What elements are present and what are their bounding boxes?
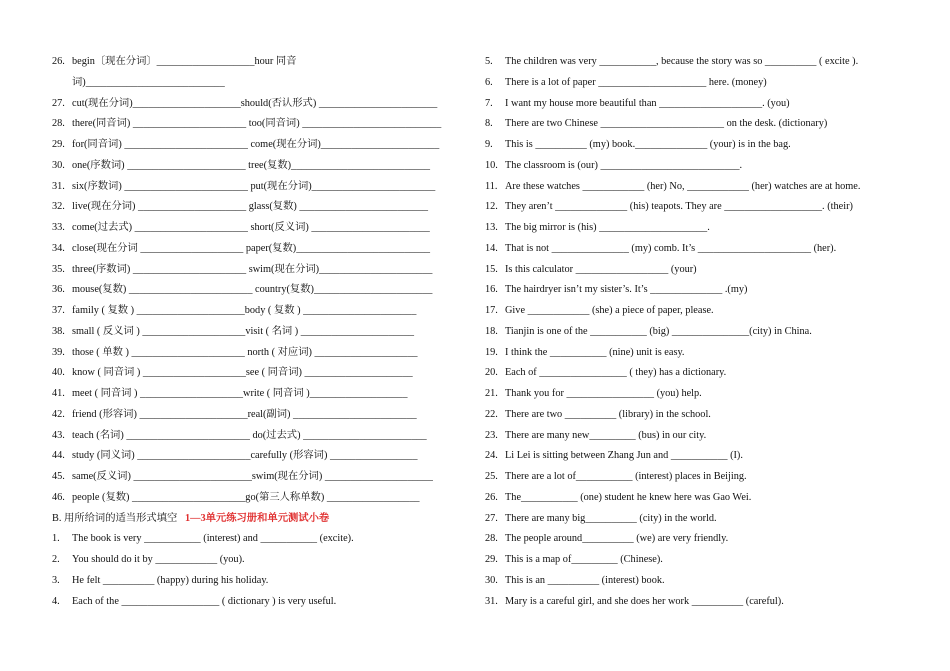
item-number: 39. [52,346,65,358]
item-number: 5. [485,56,493,67]
item-number: 43. [52,429,65,441]
item-text: There are many big__________ (city) in the world. [505,512,717,524]
item-number: 38. [52,325,65,337]
item-text: There are two Chinese ________________________ on the desk. (dictionary) [505,118,828,130]
item-text: there(同音词) ______________________ too(同音词) ___________________________ [72,118,442,130]
exercise-item [52,384,470,405]
item-text: There is a lot of paper _____________________ here. (money) [505,76,767,88]
item-text: There are a lot of___________ (interest) places in Beijing. [505,471,747,482]
item-text: They aren’t ______________ (his) teapots. They are ___________________. (their) [505,201,853,213]
item-number: 44. [52,450,65,462]
exercise-item [52,73,470,94]
exercise-item [52,260,470,281]
item-number: 4. [52,595,60,607]
item-number: 14. [485,242,498,254]
item-text: Is this calculator __________________ (your) [505,263,697,275]
exercise-item [485,135,905,156]
exercise-item [485,509,905,530]
item-text: Each of the ___________________ ( dictionary ) is very useful. [72,595,337,607]
item-number: 40. [52,367,65,379]
exercise-item [485,592,905,613]
item-text: Are these watches ____________ (her) No, ____________ (her) watches are at home. [505,180,861,192]
item-number: 27. [52,97,65,109]
item-text: study (同义词) ______________________carefully (形容词) _________________ [72,450,418,462]
item-text: The book is very ___________ (interest) and ___________ (excite). [72,533,354,545]
item-number: 10. [485,159,498,171]
item-number: 23. [485,429,498,441]
item-number: 20. [485,367,498,379]
item-text: He felt __________ (happy) during his holiday. [72,574,269,586]
item-number: 45. [52,471,65,482]
exercise-item [485,218,905,239]
exercise-item [485,197,905,218]
item-number: 30. [52,159,65,171]
exercise-item [52,135,470,156]
exercise-item [485,177,905,198]
item-number: 29. [52,139,65,150]
item-text: close(现在分词 ____________________ paper(复数)__________________________ [72,242,431,254]
item-text: friend (形容词) _____________________real(副词) ________________________ [72,408,417,420]
exercise-item [485,405,905,426]
item-number: 6. [485,76,493,88]
item-text: come(过去式) ______________________ short(反义词) _______________________ [72,222,430,233]
exercise-item [485,114,905,135]
exercise-item [485,260,905,281]
item-text: Each of _________________ ( they) has a dictionary. [505,367,727,379]
item-number: 27. [485,512,498,524]
exercise-item [485,488,905,509]
item-number: 31. [485,595,498,607]
item-text: family ( 复数 ) _____________________body ( 复数 ) ______________________ [72,305,417,316]
exercise-item [52,94,470,115]
item-number: 1. [52,533,60,545]
item-number: 28. [485,533,498,545]
item-text: This is a map of_________ (Chinese). [505,554,663,565]
exercise-item [52,405,470,426]
item-text: know ( 同音词 ) ____________________see ( 同音词) _____________________ [72,367,413,379]
item-text: This is __________ (my) book.______________ (your) is in the bag. [505,139,791,150]
item-number: 41. [52,388,65,399]
item-text: The___________ (one) student he knew here was Gao Wei. [505,491,752,503]
item-text: for(同音词) ________________________ come(现在分词)_______________________ [72,139,440,150]
item-text: small ( 反义词 ) ____________________visit ( 名词 ) ______________________ [72,325,415,337]
item-text: those ( 单数 ) ______________________ north ( 对应词) ____________________ [72,346,418,358]
item-text: The big mirror is (his) _____________________. [505,222,710,233]
item-number: 21. [485,388,498,399]
item-number: 19. [485,346,498,358]
item-text: same(反义词) _______________________swim(现在分词) _____________________ [72,471,433,482]
item-text: The children was very ___________, because the story was so __________ ( excite ). [505,56,859,67]
item-number: 35. [52,263,65,275]
exercise-item [52,592,470,613]
exercise-item [52,363,470,384]
exercise-item [52,322,470,343]
item-number: 34. [52,242,65,254]
exercise-item [52,488,470,509]
item-text: There are two __________ (library) in the school. [505,408,711,420]
item-number: 16. [485,284,498,296]
item-text: cut(现在分词)_____________________should(否认形式) _______________________ [72,97,438,109]
item-text: The classroom is (our) ___________________________. [505,159,743,171]
exercise-item [52,197,470,218]
item-text: I think the ___________ (nine) unit is easy. [505,346,685,358]
item-number: 31. [52,180,65,192]
item-text: The hairdryer isn’t my sister’s. It’s ______________ .(my) [505,284,748,296]
exercise-item [485,301,905,322]
exercise-item [485,94,905,115]
item-number: 46. [52,491,65,503]
exercise-item [52,177,470,198]
item-text: meet ( 同音词 ) ____________________write ( 同音词 )___________________ [72,388,408,399]
item-number: 15. [485,263,498,275]
item-number: 22. [485,408,498,420]
item-number: 26. [485,491,498,503]
exercise-item [485,426,905,447]
exercise-item [52,343,470,364]
exercise-item [485,571,905,592]
item-number: 13. [485,222,498,233]
item-number: 9. [485,139,493,150]
item-text: teach (名词) ________________________ do(过去式) ________________________ [72,429,427,441]
exercise-item [485,550,905,571]
exercise-item [485,322,905,343]
item-text: three(序数词) ______________________ swim(现在分词)______________________ [72,263,433,275]
item-number: 42. [52,408,65,420]
item-text: Mary is a careful girl, and she does her work __________ (careful). [505,595,784,607]
exercise-item [485,280,905,301]
exercise-item [485,529,905,550]
right-column [485,52,905,612]
section-title: B. 用所给词的适当形式填空 [52,512,178,524]
item-number: 7. [485,97,493,109]
item-number: 25. [485,471,498,482]
exercise-item [52,529,470,550]
item-number: 17. [485,305,498,316]
item-text: mouse(复数) ________________________ country(复数)_______________________ [72,284,433,296]
item-number: 33. [52,222,65,233]
item-text: You should do it by ____________ (you). [72,554,245,565]
section-note: 1—3单元练习册和单元测试小卷 [185,512,330,524]
exercise-item [52,114,470,135]
item-number: 11. [485,180,498,192]
item-text: people (复数) ______________________go(第三人称单数) __________________ [72,491,420,503]
item-number: 26. [52,56,65,67]
item-text: 词)___________________________ [72,76,225,88]
exercise-item [52,52,470,73]
item-number: 2. [52,554,60,565]
exercise-item [485,239,905,260]
item-text: begin〔现在分词〕___________________hour 同音 [72,56,297,67]
exercise-item [52,426,470,447]
item-text: Tianjin is one of the ___________ (big) _______________(city) in China. [505,325,812,337]
exercise-item [485,156,905,177]
exercise-item [485,446,905,467]
exercise-item [52,280,470,301]
exercise-item [485,343,905,364]
item-text: Li Lei is sitting between Zhang Jun and ___________ (I). [505,450,743,462]
item-text: Thank you for _________________ (you) help. [505,388,702,399]
item-number: 37. [52,305,65,316]
item-number: 8. [485,118,493,130]
exercise-item [485,52,905,73]
item-number: 30. [485,574,498,586]
exercise-item [52,218,470,239]
exercise-item [485,384,905,405]
exercise-item [52,571,470,592]
item-text: one(序数词) _______________________ tree(复数)___________________________ [72,159,431,171]
item-number: 18. [485,325,498,337]
exercise-item [52,239,470,260]
item-number: 3. [52,574,60,586]
section-b-heading [52,509,470,530]
exercise-item [485,363,905,384]
exercise-item [52,156,470,177]
item-number: 29. [485,554,498,565]
item-text: The people around__________ (we) are very friendly. [505,533,729,545]
item-number: 24. [485,450,498,462]
item-number: 28. [52,118,65,130]
left-column [52,52,470,612]
exercise-item [52,467,470,488]
item-number: 32. [52,201,65,213]
item-text: This is an __________ (interest) book. [505,574,665,586]
exercise-item [52,550,470,571]
item-number: 12. [485,201,498,213]
exercise-item [52,446,470,467]
item-text: Give ____________ (she) a piece of paper, please. [505,305,714,316]
item-text: There are many new_________ (bus) in our city. [505,429,707,441]
item-text: I want my house more beautiful than ____________________. (you) [505,97,790,109]
item-text: live(现在分词) _____________________ glass(复数) _________________________ [72,201,429,213]
exercise-item [485,467,905,488]
exercise-item [485,73,905,94]
exercise-item [52,301,470,322]
item-text: That is not _______________ (my) comb. It’s ______________________ (her). [505,242,837,254]
item-number: 36. [52,284,65,296]
item-text: six(序数词) ________________________ put(现在分词)________________________ [72,180,436,192]
